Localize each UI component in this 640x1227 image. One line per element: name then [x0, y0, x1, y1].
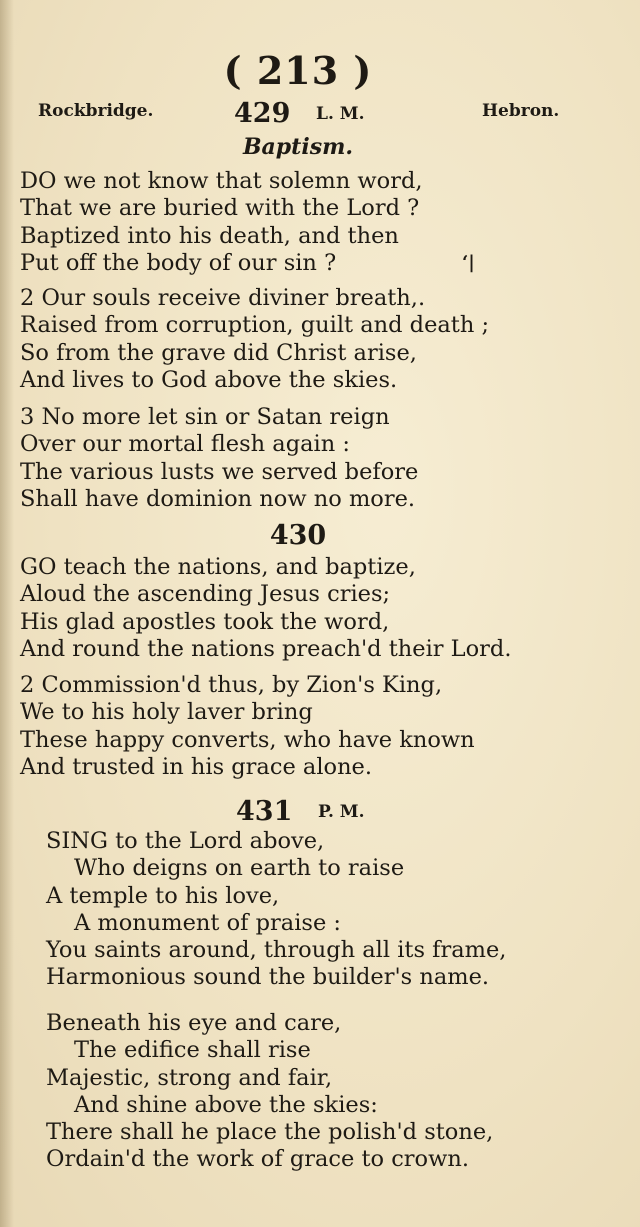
verse-line: The various lusts we served before [20, 458, 419, 485]
verse-line: 3 No more let sin or Satan reign [20, 404, 390, 430]
verse-line: Ordain'd the work of grace to crown. [46, 1146, 470, 1173]
verse-line: Aloud the ascending Jesus cries; [20, 581, 391, 608]
verse-line: A monument of praise : [74, 909, 341, 936]
verse-line: The edifice shall rise [74, 1037, 311, 1064]
hymn-429-verse-2 [20, 285, 489, 394]
verse-line: 2 Our souls receive diviner breath,. [20, 285, 426, 311]
verse-line: 2 Commission'd thus, by Zion's King, [20, 672, 443, 698]
hymn-number-430: 430 [269, 520, 327, 551]
verse-line: Put off the body of our sin ? [20, 249, 337, 276]
verse-line: There shall he place the polish'd stone, [46, 1119, 494, 1146]
hymn-431-verse-2 [46, 1010, 493, 1174]
verse-line: His glad apostles took the word, [20, 608, 390, 635]
hymn-430-verse-1 [20, 554, 511, 663]
verse-line: And lives to God above the skies. [20, 366, 398, 393]
verse-line: Majestic, strong and fair, [46, 1064, 333, 1091]
verse-line: Raised from corruption, guilt and death ; [20, 312, 490, 339]
verse-line: These happy converts, who have known [20, 726, 475, 753]
stray-print-mark: ʻ| [462, 252, 475, 273]
verse-line: That we are buried with the Lord ? [20, 195, 420, 222]
hymn-number-429: 429 [234, 98, 291, 129]
verse-line: A temple to his love, [46, 882, 280, 909]
hymn-431-verse-1 [46, 828, 506, 992]
hymn-429-verse-3 [20, 404, 418, 513]
verse-line: Harmonious sound the builder's name. [46, 964, 490, 991]
verse-line: SING to the Lord above, [46, 828, 325, 854]
verse-line: Who deigns on earth to raise [74, 855, 405, 882]
meter-429: L. M. [316, 104, 365, 124]
tune-name-left: Rockbridge. [38, 101, 154, 121]
hymn-subject: Baptism. [242, 134, 354, 160]
verse-line: Baptized into his death, and then [20, 222, 399, 249]
verse-line: Shall have dominion now no more. [20, 485, 416, 512]
verse-line: And round the nations preach'd their Lord. [20, 635, 512, 662]
verse-line: And shine above the skies: [74, 1091, 378, 1118]
verse-line: So from the grave did Christ arise, [20, 339, 417, 366]
hymn-430-verse-2 [20, 672, 475, 781]
verse-line: Over our mortal flesh again : [20, 431, 350, 458]
verse-line: Beneath his eye and care, [46, 1010, 342, 1036]
meter-431: P. M. [318, 802, 365, 822]
verse-line: GO teach the nations, and baptize, [20, 554, 416, 580]
page-number: ( 213 ) [223, 48, 373, 93]
page-edge-shadow [0, 0, 14, 1227]
verse-line: We to his holy laver bring [20, 699, 313, 726]
verse-line: You saints around, through all its frame, [46, 937, 507, 964]
verse-line: And trusted in his grace alone. [20, 753, 373, 780]
hymn-number-431: 431 [236, 796, 293, 827]
verse-line: DO we not know that solemn word, [20, 168, 423, 194]
tune-name-right: Hebron. [482, 101, 560, 121]
hymn-429-verse-1 [20, 168, 423, 277]
